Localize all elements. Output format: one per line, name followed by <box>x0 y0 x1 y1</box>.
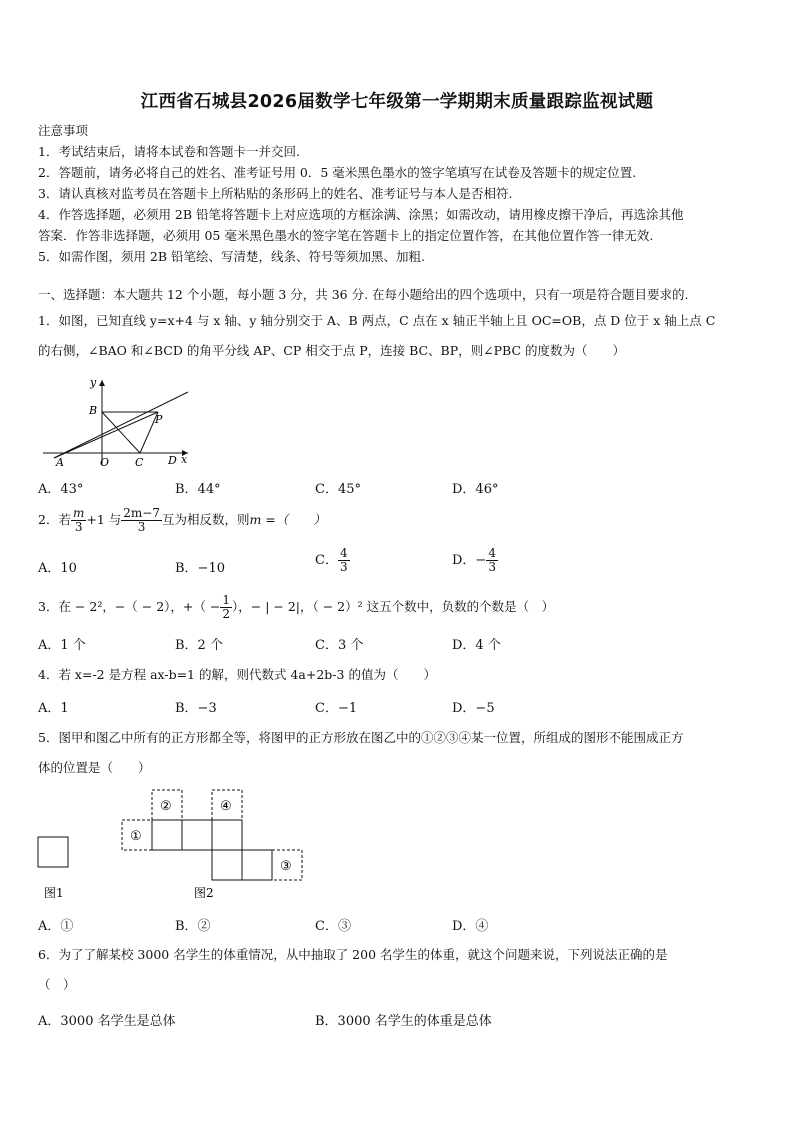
option-a: A．10 <box>38 561 77 576</box>
label-d: D <box>168 454 177 467</box>
mark-3: ③ <box>280 859 292 874</box>
net-square <box>212 820 242 850</box>
option-c: C． $\frac{4}{3}$ <box>315 546 348 574</box>
option-d: D．− $\frac{4}{3}$ <box>452 546 496 574</box>
option-b: B．3000 名学生的体重是总体 <box>315 1014 492 1029</box>
notice-item: 2．答题前，请务必将自己的姓名、准考证号用 0．5 毫米黑色墨水的签字笔填写在试卷及答题卡的规定位置. <box>38 165 637 180</box>
option-d: D．−5 <box>452 701 495 716</box>
mark-2: ② <box>160 799 172 814</box>
net-square <box>152 820 182 850</box>
label-y: y <box>90 376 97 389</box>
question-1-text: 1．如图，已知直线 y=x+4 与 x 轴、y 轴分别交于 A、B 两点，C 点在 x 轴正半轴上且 OC=OB，点 D 位于 x 轴上点 C <box>38 313 716 328</box>
notice-item: 答案．作答非选择题，必须用 05 毫米黑色墨水的签字笔在答题卡上的指定位置作答，在其他位置作答一律无效. <box>38 228 654 243</box>
option-a: A．3000 名学生是总体 <box>38 1014 176 1029</box>
label-b: B <box>89 404 98 417</box>
net-square <box>242 850 272 880</box>
option-a: A．1 个 <box>38 638 86 653</box>
notice-item: 4．作答选择题，必须用 2B 铅笔将答题卡上对应选项的方框涂满、涂黑；如需改动，请用橡皮擦干净后，再选涂其他 <box>38 207 684 222</box>
section-heading: 一、选择题：本大题共 12 个小题，每小题 3 分，共 36 分. 在每小题给出的四个选项中，只有一项是符合题目要求的. <box>38 287 689 302</box>
option-b: B．−10 <box>175 561 225 576</box>
figure-1-caption: 图1 <box>44 886 64 900</box>
question-6-text: 6．为了了解某校 3000 名学生的体重情况，从中抽取了 200 名学生的体重，就这个问题来说，下列说法正确的是 <box>38 947 668 962</box>
question-1-text: 的右侧，∠BAO 和∠BCD 的角平分线 AP、CP 相交于点 P，连接 BC、BP，则∠PBC 的度数为（ ） <box>38 343 625 358</box>
notice-item: 3．请认真核对监考员在答题卡上所粘贴的条形码上的姓名、准考证号与本人是否相符. <box>38 186 513 201</box>
notice-item: 1．考试结束后，请将本试卷和答题卡一并交回. <box>38 144 300 159</box>
mark-4: ④ <box>220 799 232 814</box>
option-c: C．−1 <box>315 701 358 716</box>
question-2-text: 2．若 $\frac{m}{3}$ +1 与 $\frac{2m-7}{3}$ 互为相反数，则m =（ ） <box>38 506 326 534</box>
label-p: P <box>155 413 163 426</box>
option-b: B．44° <box>175 482 221 497</box>
option-a: A．43° <box>38 482 84 497</box>
option-d: D．④ <box>452 919 489 934</box>
notice-heading: 注意事项 <box>38 123 89 138</box>
net-square <box>212 850 242 880</box>
notice-item: 5．如需作图，须用 2B 铅笔绘、写清楚，线条、符号等须加黑、加粗. <box>38 249 426 264</box>
label-x: x <box>181 453 188 466</box>
segment-ap <box>54 412 158 458</box>
line-ab <box>54 392 188 458</box>
label-o: O <box>100 456 110 469</box>
question-5-text: 5．图甲和图乙中所有的正方形都全等，将图甲的正方形放在图乙中的①②③④某一位置，所组成的图形不能围成正方 <box>38 730 684 745</box>
option-c: C．③ <box>315 919 351 934</box>
option-c: C．3 个 <box>315 638 364 653</box>
mark-1: ① <box>130 829 142 844</box>
figure-2-caption: 图2 <box>194 886 214 900</box>
net-square <box>182 820 212 850</box>
option-a: A．① <box>38 919 74 934</box>
question-3-text: 3．在 − 2²，−（ − 2），+（ − $\frac{1}{2}$ ），− | − 2|，（ − 2）² 这五个数中，负数的个数是（ ） <box>38 593 555 621</box>
question-1-figure <box>38 370 198 470</box>
option-a: A．1 <box>38 701 69 716</box>
label-a: A <box>56 456 64 469</box>
option-b: B．② <box>175 919 211 934</box>
question-4-text: 4．若 x=-2 是方程 ax-b=1 的解，则代数式 4a+2b-3 的值为（ ） <box>38 667 436 682</box>
question-5-text: 体的位置是（ ） <box>38 760 151 775</box>
option-b: B．2 个 <box>175 638 223 653</box>
question-6-text: （ ） <box>38 977 76 992</box>
label-c: C <box>135 456 144 469</box>
option-d: D．46° <box>452 482 499 497</box>
option-d: D．4 个 <box>452 638 501 653</box>
y-axis-arrow <box>99 380 105 386</box>
option-c: C．45° <box>315 482 361 497</box>
page-title: 江西省石城县2026届数学七年级第一学期期末质量跟踪监视试题 <box>140 92 654 112</box>
figure-1-square <box>38 837 68 867</box>
question-5-figure <box>30 785 330 905</box>
option-b: B．−3 <box>175 701 217 716</box>
